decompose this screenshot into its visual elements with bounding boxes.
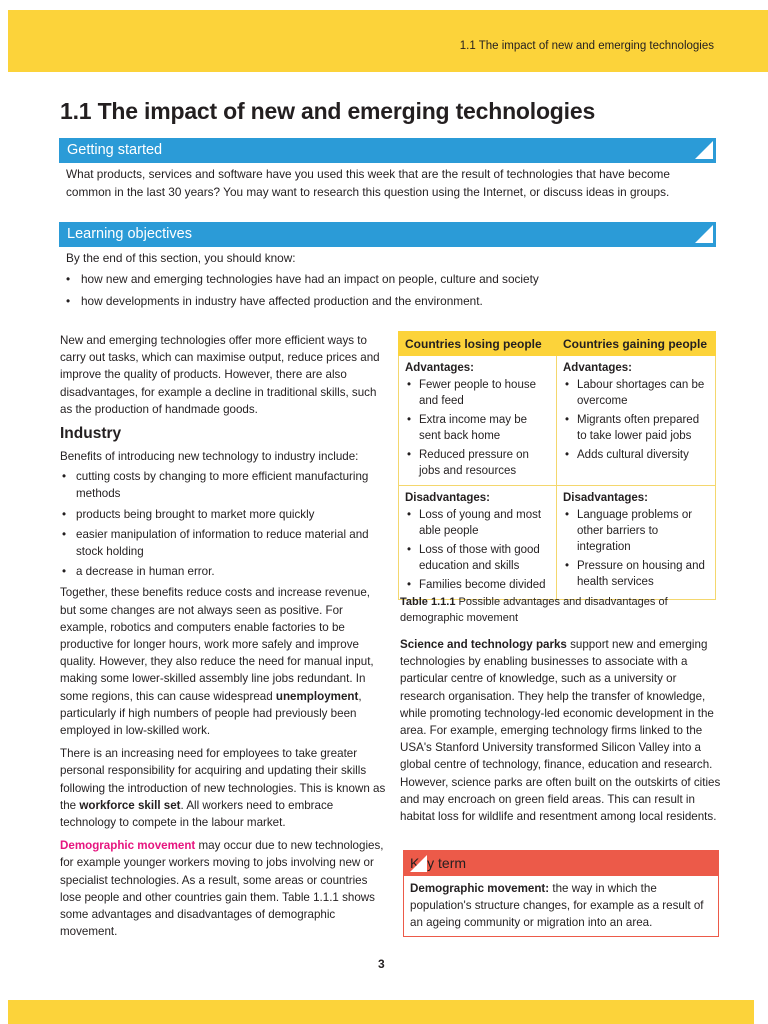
table-cell-losing-disadvantages (399, 486, 557, 600)
industry-heading: Industry (60, 425, 122, 443)
text-run: may occur due to new technologies, for example younger workers moving to jobs involving new or specialist technologies. As a result, some areas or countries lose people and other countries gain them. Table 1.1.1 shows some advantages and disadvantages of demographic movement. (60, 839, 384, 939)
learning-objectives-label: Learning objectives (67, 226, 192, 242)
list-item: • Loss of young and most able people (405, 507, 551, 539)
list-item: • Reduced pressure on jobs and resources (405, 447, 551, 479)
benefits-intro: Benefits of introducing new technology to industry include: (60, 450, 359, 464)
corner-triangle-icon (695, 141, 713, 159)
text-run: . All workers need to embrace technology to compete in the labour market. (60, 798, 334, 830)
list-item: • how developments in industry have affected production and the environment. (66, 290, 706, 312)
key-term-word: Demographic movement: (410, 882, 550, 895)
right-column (400, 636, 722, 825)
term-workforce-skill-set: workforce skill set (79, 798, 181, 812)
advantages-label: Advantages: (563, 362, 633, 374)
advantages-label: Advantages: (405, 362, 475, 374)
left-column (60, 332, 388, 947)
running-header: 1.1 The impact of new and emerging technologies (459, 40, 714, 52)
caption-text: Possible advantages and disadvantages of demographic movement (400, 596, 668, 624)
list-item: • Fewer people to house and feed (405, 377, 551, 409)
getting-started-bar (59, 138, 716, 163)
key-term-definition (404, 876, 718, 936)
table-cell-gaining-disadvantages (557, 486, 716, 600)
list-item: • Loss of those with good education and skills (405, 542, 551, 574)
getting-started-text: What products, services and software have you used this week that are the result of technologies that have become common in the last 30 years? You may want to research this question using the Internet, or discuss ideas in groups. (66, 167, 670, 199)
key-term-box (403, 850, 719, 937)
corner-triangle-icon (695, 225, 713, 243)
demographic-table (398, 331, 716, 600)
getting-started-label: Getting started (67, 142, 163, 158)
skills-paragraph (60, 745, 388, 831)
list-item: • Labour shortages can be overcome (563, 377, 710, 409)
list-item: • cutting costs by changing to more efficient manufacturing methods (60, 468, 388, 502)
table-cell-losing-advantages (399, 356, 557, 486)
list-item: • Pressure on housing and health services (563, 558, 710, 590)
text-run: the way in which the population's structure changes, for example as a result of an ageing community or migration into an area. (410, 882, 704, 930)
demographic-paragraph (60, 837, 388, 940)
together-paragraph (60, 584, 388, 739)
list-item: • Language problems or other barriers to integration (563, 507, 710, 555)
list-item: • Families become divided (405, 577, 551, 593)
page-number: 3 (378, 957, 385, 971)
list-item: • Extra income may be sent back home (405, 412, 551, 444)
learning-objectives-intro: By the end of this section, you should know: (66, 251, 296, 265)
list-item: • how new and emerging technologies have had an impact on people, culture and society (66, 268, 706, 290)
page-title: 1.1 The impact of new and emerging technologies (60, 98, 596, 124)
list-item: • products being brought to market more quickly (60, 506, 388, 523)
list-item: • easier manipulation of information to reduce material and stock holding (60, 526, 388, 560)
learning-objectives-list (66, 268, 706, 312)
list-item: • a decrease in human error. (60, 563, 388, 580)
term-unemployment: unemployment (275, 689, 359, 703)
corner-triangle-icon (410, 855, 427, 872)
caption-label: Table 1.1.1 (400, 596, 456, 608)
text-run: support new and emerging technologies by enabling businesses to associate with a particular centre of knowledge, such as a university or research organisation. They help the transfer of knowledge, while promoting technology-led economic development in the area. For example, emerging technology firms linked to the USA's Stanford University transformed Silicon Valley into a global centre of technology, finance, education and research. However, science parks are often built on the outskirts of cities and may encroach on green field areas. This can result in habitat loss for wildlife and resentment among local residents. (400, 638, 721, 824)
intro-paragraph: New and emerging technologies offer more efficient ways to carry out tasks, which can maximise output, reduce prices and improve the quality of products. However, there are also disadvantages, for example a decline in traditional skills, such as the production of handmade goods. (60, 334, 380, 416)
list-item: • Adds cultural diversity (563, 447, 710, 463)
term-science-parks: Science and technology parks (400, 638, 567, 651)
benefits-list (60, 468, 388, 580)
text-run: There is an increasing need for employees to take greater personal responsibility for acquiring and updating their skills following the introduction of new technologies. This is known as the (60, 747, 386, 812)
list-item: • Migrants often prepared to take lower paid jobs (563, 412, 710, 444)
key-term-label: Key term (410, 855, 467, 871)
disadvantages-label: Disadvantages: (405, 492, 491, 504)
text-run: , particularly if high numbers of people had previously been employed in low-skilled work. (60, 689, 362, 738)
column-header-gaining: Countries gaining people (557, 332, 716, 356)
table-cell-gaining-advantages (557, 356, 716, 486)
term-demographic-movement: Demographic movement (60, 839, 196, 853)
key-term-bar (404, 851, 718, 876)
learning-objectives-bar (59, 222, 716, 247)
disadvantages-label: Disadvantages: (563, 492, 649, 504)
footer-band (8, 1000, 754, 1024)
column-header-losing: Countries losing people (399, 332, 557, 356)
table-caption (400, 594, 716, 626)
science-parks-paragraph (400, 636, 722, 825)
text-run: Together, these benefits reduce costs and increase revenue, but some changes are not always seen as positive. For example, robotics and computers enable factories to be productive for longer hours, work more safely and improve quality. However, they also reduce the need for manual input, making some lower-skilled assembly line jobs redundant. In some regions, this can cause widespread (60, 586, 374, 703)
